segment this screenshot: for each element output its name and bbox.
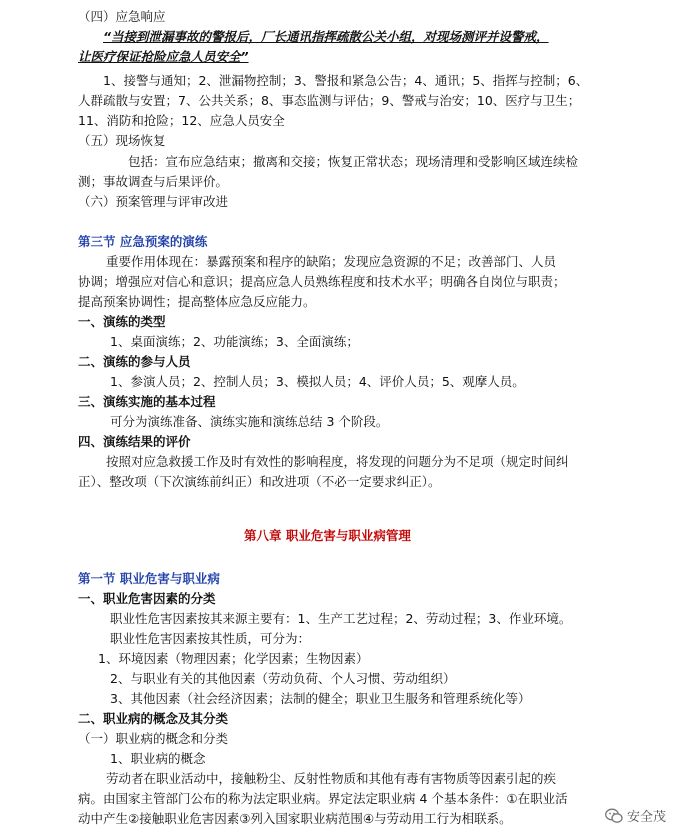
text-line: “当接到泄漏事故的警报后，厂长通讯指挥疏散公关小组，对现场测评并设警戒， [103,29,549,44]
text-line: 一、演练的类型 [78,314,166,329]
text-line: 动中产生②接触职业危害因素③列入国家职业病范围④与劳动用工行为相联系。 [78,811,512,826]
text-line: 1、职业病的概念 [110,751,206,766]
text-line: 劳动者在职业活动中，接触粉尘、反射性物质和其他有毒有害物质等因素引起的疾 [106,771,557,786]
text-line: 协调；增强应对信心和意识；提高应急人员熟练程度和技术水平；明确各自岗位与职责； [78,274,566,289]
text-line: 11、消防和抢险；12、应急人员安全 [78,113,285,128]
text-line: 重要作用体现在：暴露预案和程序的缺陷；发现应急资源的不足；改善部门、人员 [106,254,557,269]
text-line: 3、其他因素（社会经济因素；法制的健全；职业卫生服务和管理系统化等） [110,691,531,706]
watermark-text: 安全茂 [626,810,666,825]
text-line: 第一节 职业危害与职业病 [78,571,220,586]
text-line: 职业性危害因素按其性质，可分为： [110,631,311,646]
text-line: 第八章 职业危害与职业病管理 [244,528,411,543]
text-line: 提高预案协调性；提高整体应急反应能力。 [78,294,316,309]
text-line: （四）应急响应 [78,9,166,24]
text-line: 四、演练结果的评价 [78,434,191,449]
text-line: 病。由国家主管部门公布的称为法定职业病。界定法定职业病 4 个基本条件：①在职业活 [78,791,568,806]
text-line: 人群疏散与安置；7、公共关系；8、事态监测与评估；9、警戒与治安；10、医疗与卫生； [78,93,581,108]
wechat-icon [605,808,623,824]
watermark [605,806,666,825]
text-line: 包括：宣布应急结束；撤离和交接；恢复正常状态；现场清理和受影响区域连续检 [128,154,579,169]
text-line: 一、职业危害因素的分类 [78,591,216,606]
text-line: 让医疗保证抢险应急人员安全” [78,49,249,64]
text-line: 1、桌面演练；2、功能演练；3、全面演练； [110,334,359,349]
text-line: 按照对应急救援工作及时有效性的影响程度，将发现的问题分为不足项（规定时间纠 [106,454,569,469]
text-line: 可分为演练准备、演练实施和演练总结 3 个阶段。 [110,414,389,429]
text-line: （一）职业病的概念和分类 [78,731,229,746]
text-line: 1、环境因素（物理因素；化学因素；生物因素） [98,651,369,666]
text-line: 测；事故调查与后果评价。 [78,174,229,189]
text-line: 1、参演人员；2、控制人员；3、模拟人员；4、评价人员；5、观摩人员。 [110,374,525,389]
text-line: 1、接警与通知；2、泄漏物控制；3、警报和紧急公告；4、通讯；5、指挥与控制；6、 [103,73,589,88]
text-line: （五）现场恢复 [78,133,166,148]
text-line: （六）预案管理与评审改进 [78,194,229,209]
text-line: 职业性危害因素按其来源主要有：1、生产工艺过程；2、劳动过程；3、作业环境。 [110,611,572,626]
text-line: 二、演练的参与人员 [78,354,191,369]
text-line: 2、与职业有关的其他因素（劳动负荷、个人习惯、劳动组织） [110,671,456,686]
text-line: 第三节 应急预案的演练 [78,234,208,249]
text-line: 三、演练实施的基本过程 [78,394,216,409]
text-line: 二、职业病的概念及其分类 [78,711,229,726]
text-line: 正）、整改项（下次演练前纠正）和改进项（不必一定要求纠正）。 [78,474,441,489]
